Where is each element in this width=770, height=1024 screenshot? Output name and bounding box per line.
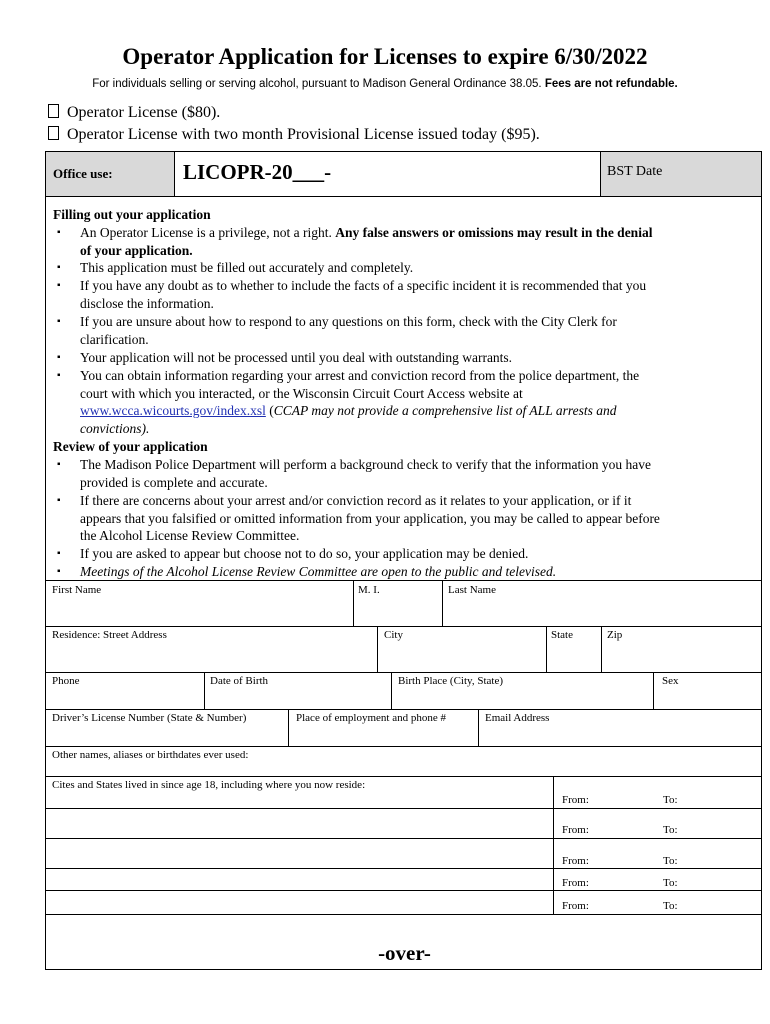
bullet: ▪: [57, 566, 61, 577]
to-label: To:: [663, 900, 678, 912]
row-divider: [46, 868, 761, 869]
option-provisional-license[interactable]: [48, 125, 540, 145]
row-divider: [46, 838, 761, 839]
subtitle: [0, 77, 770, 91]
zip-field[interactable]: Zip: [607, 629, 623, 641]
bullet: ▪: [57, 280, 61, 291]
from-label: From:: [562, 877, 589, 889]
email-field[interactable]: Email Address: [485, 712, 550, 724]
to-label: To:: [663, 855, 678, 867]
city-field[interactable]: City: [384, 629, 403, 641]
filling-bullet-3: If you have any doubt as to whether to include the facts of a specific incident it is recommended that you disclose the information.: [80, 278, 647, 311]
bullet: ▪: [57, 316, 61, 327]
bullet: ▪: [57, 262, 61, 273]
middle-initial-field[interactable]: M. I.: [358, 584, 380, 596]
bullet: ▪: [57, 548, 61, 559]
other-names-field[interactable]: Other names, aliases or birthdates ever used:: [52, 749, 249, 761]
review-bullet-1: The Madison Police Department will perform a background check to verify that the information you have provided is complete and accurate.: [80, 457, 651, 490]
filling-bullet-5: Your application will not be processed until you deal with outstanding warrants.: [80, 350, 513, 365]
review-bullet-2: If there are concerns about your arrest and/or conviction record as it relates to your application, or if it appears that you falsified or omitted information from your application, you may be called to appear before the Alcohol License Review Committee.: [80, 493, 660, 543]
state-field[interactable]: State: [551, 629, 573, 641]
drivers-license-field[interactable]: Driver’s License Number (State & Number): [52, 712, 247, 724]
row-divider: [46, 746, 761, 747]
row-divider: [46, 626, 761, 627]
bullet: ▪: [57, 227, 61, 238]
filling-bullet-2: This application must be filled out accurately and completely.: [80, 260, 414, 275]
filling-bullet-1: An Operator License is a privilege, not a right. Any false answers or omissions may result in the denial of your application.: [80, 225, 653, 258]
row-divider: [46, 914, 761, 915]
from-label: From:: [562, 855, 589, 867]
row-divider: [46, 776, 761, 777]
checkbox-operator-license[interactable]: [48, 104, 59, 118]
bst-date-label: BST Date: [607, 164, 663, 179]
review-bullet-4: Meetings of the Alcohol License Review Committee are open to the public and televised.: [80, 564, 557, 579]
subtitle-text: For individuals selling or serving alcohol, pursuant to Madison General Ordinance 38.05.: [92, 78, 542, 90]
row-divider: [46, 808, 761, 809]
employment-field[interactable]: Place of employment and phone #: [296, 712, 446, 724]
license-number: LICOPR-20___-: [183, 160, 332, 184]
bullet: ▪: [57, 352, 61, 363]
filling-bullet-4: If you are unsure about how to respond to any questions on this form, check with the City Clerk for clarification.: [80, 314, 617, 347]
instructions-panel: [45, 197, 762, 580]
cities-lived-field[interactable]: Cites and States lived in since age 18, including where you now reside:: [52, 779, 366, 791]
review-bullet-3: If you are asked to appear but choose not to do so, your application may be denied.: [80, 546, 529, 561]
checkbox-provisional-license[interactable]: [48, 126, 59, 140]
option-label: Operator License ($80).: [67, 104, 221, 121]
from-label: From:: [562, 900, 589, 912]
sex-field[interactable]: Sex: [662, 675, 679, 687]
applicant-form: [45, 580, 762, 970]
to-label: To:: [663, 877, 678, 889]
office-use-label: Office use:: [53, 166, 113, 181]
license-number-cell: [174, 152, 601, 196]
to-label: To:: [663, 824, 678, 836]
phone-field[interactable]: Phone: [52, 675, 80, 687]
bullet: ▪: [57, 370, 61, 381]
option-operator-license[interactable]: [48, 103, 220, 123]
street-address-field[interactable]: Residence: Street Address: [52, 629, 167, 641]
from-label: From:: [562, 794, 589, 806]
bullet: ▪: [57, 495, 61, 506]
first-name-field[interactable]: First Name: [52, 584, 102, 596]
wcca-link[interactable]: www.wcca.wicourts.gov/index.xsl: [80, 403, 266, 418]
row-divider: [46, 890, 761, 891]
page-title: Operator Application for Licenses to expire 6/30/2022: [122, 44, 648, 69]
review-heading: Review of your application: [53, 439, 208, 454]
to-label: To:: [663, 794, 678, 806]
from-label: From:: [562, 824, 589, 836]
bullet: ▪: [57, 459, 61, 470]
fees-note: Fees are not refundable.: [544, 78, 678, 90]
filling-bullet-6: You can obtain information regarding your arrest and conviction record from the police department, the court with which you interacted, or the Wisconsin Circuit Court Access website at www.wcca.wicourts.gov/index.xsl (CCAP may not provide a comprehensive list of ALL arrests and convictions).: [80, 368, 640, 436]
over-note: -over-: [378, 941, 431, 965]
filling-heading: Filling out your application: [53, 207, 211, 222]
birth-place-field[interactable]: Birth Place (City, State): [398, 675, 503, 687]
row-divider: [46, 709, 761, 710]
last-name-field[interactable]: Last Name: [448, 584, 496, 596]
office-use-box: [45, 151, 762, 197]
option-label: Operator License with two month Provisional License issued today ($95).: [67, 126, 540, 143]
date-of-birth-field[interactable]: Date of Birth: [210, 675, 269, 687]
